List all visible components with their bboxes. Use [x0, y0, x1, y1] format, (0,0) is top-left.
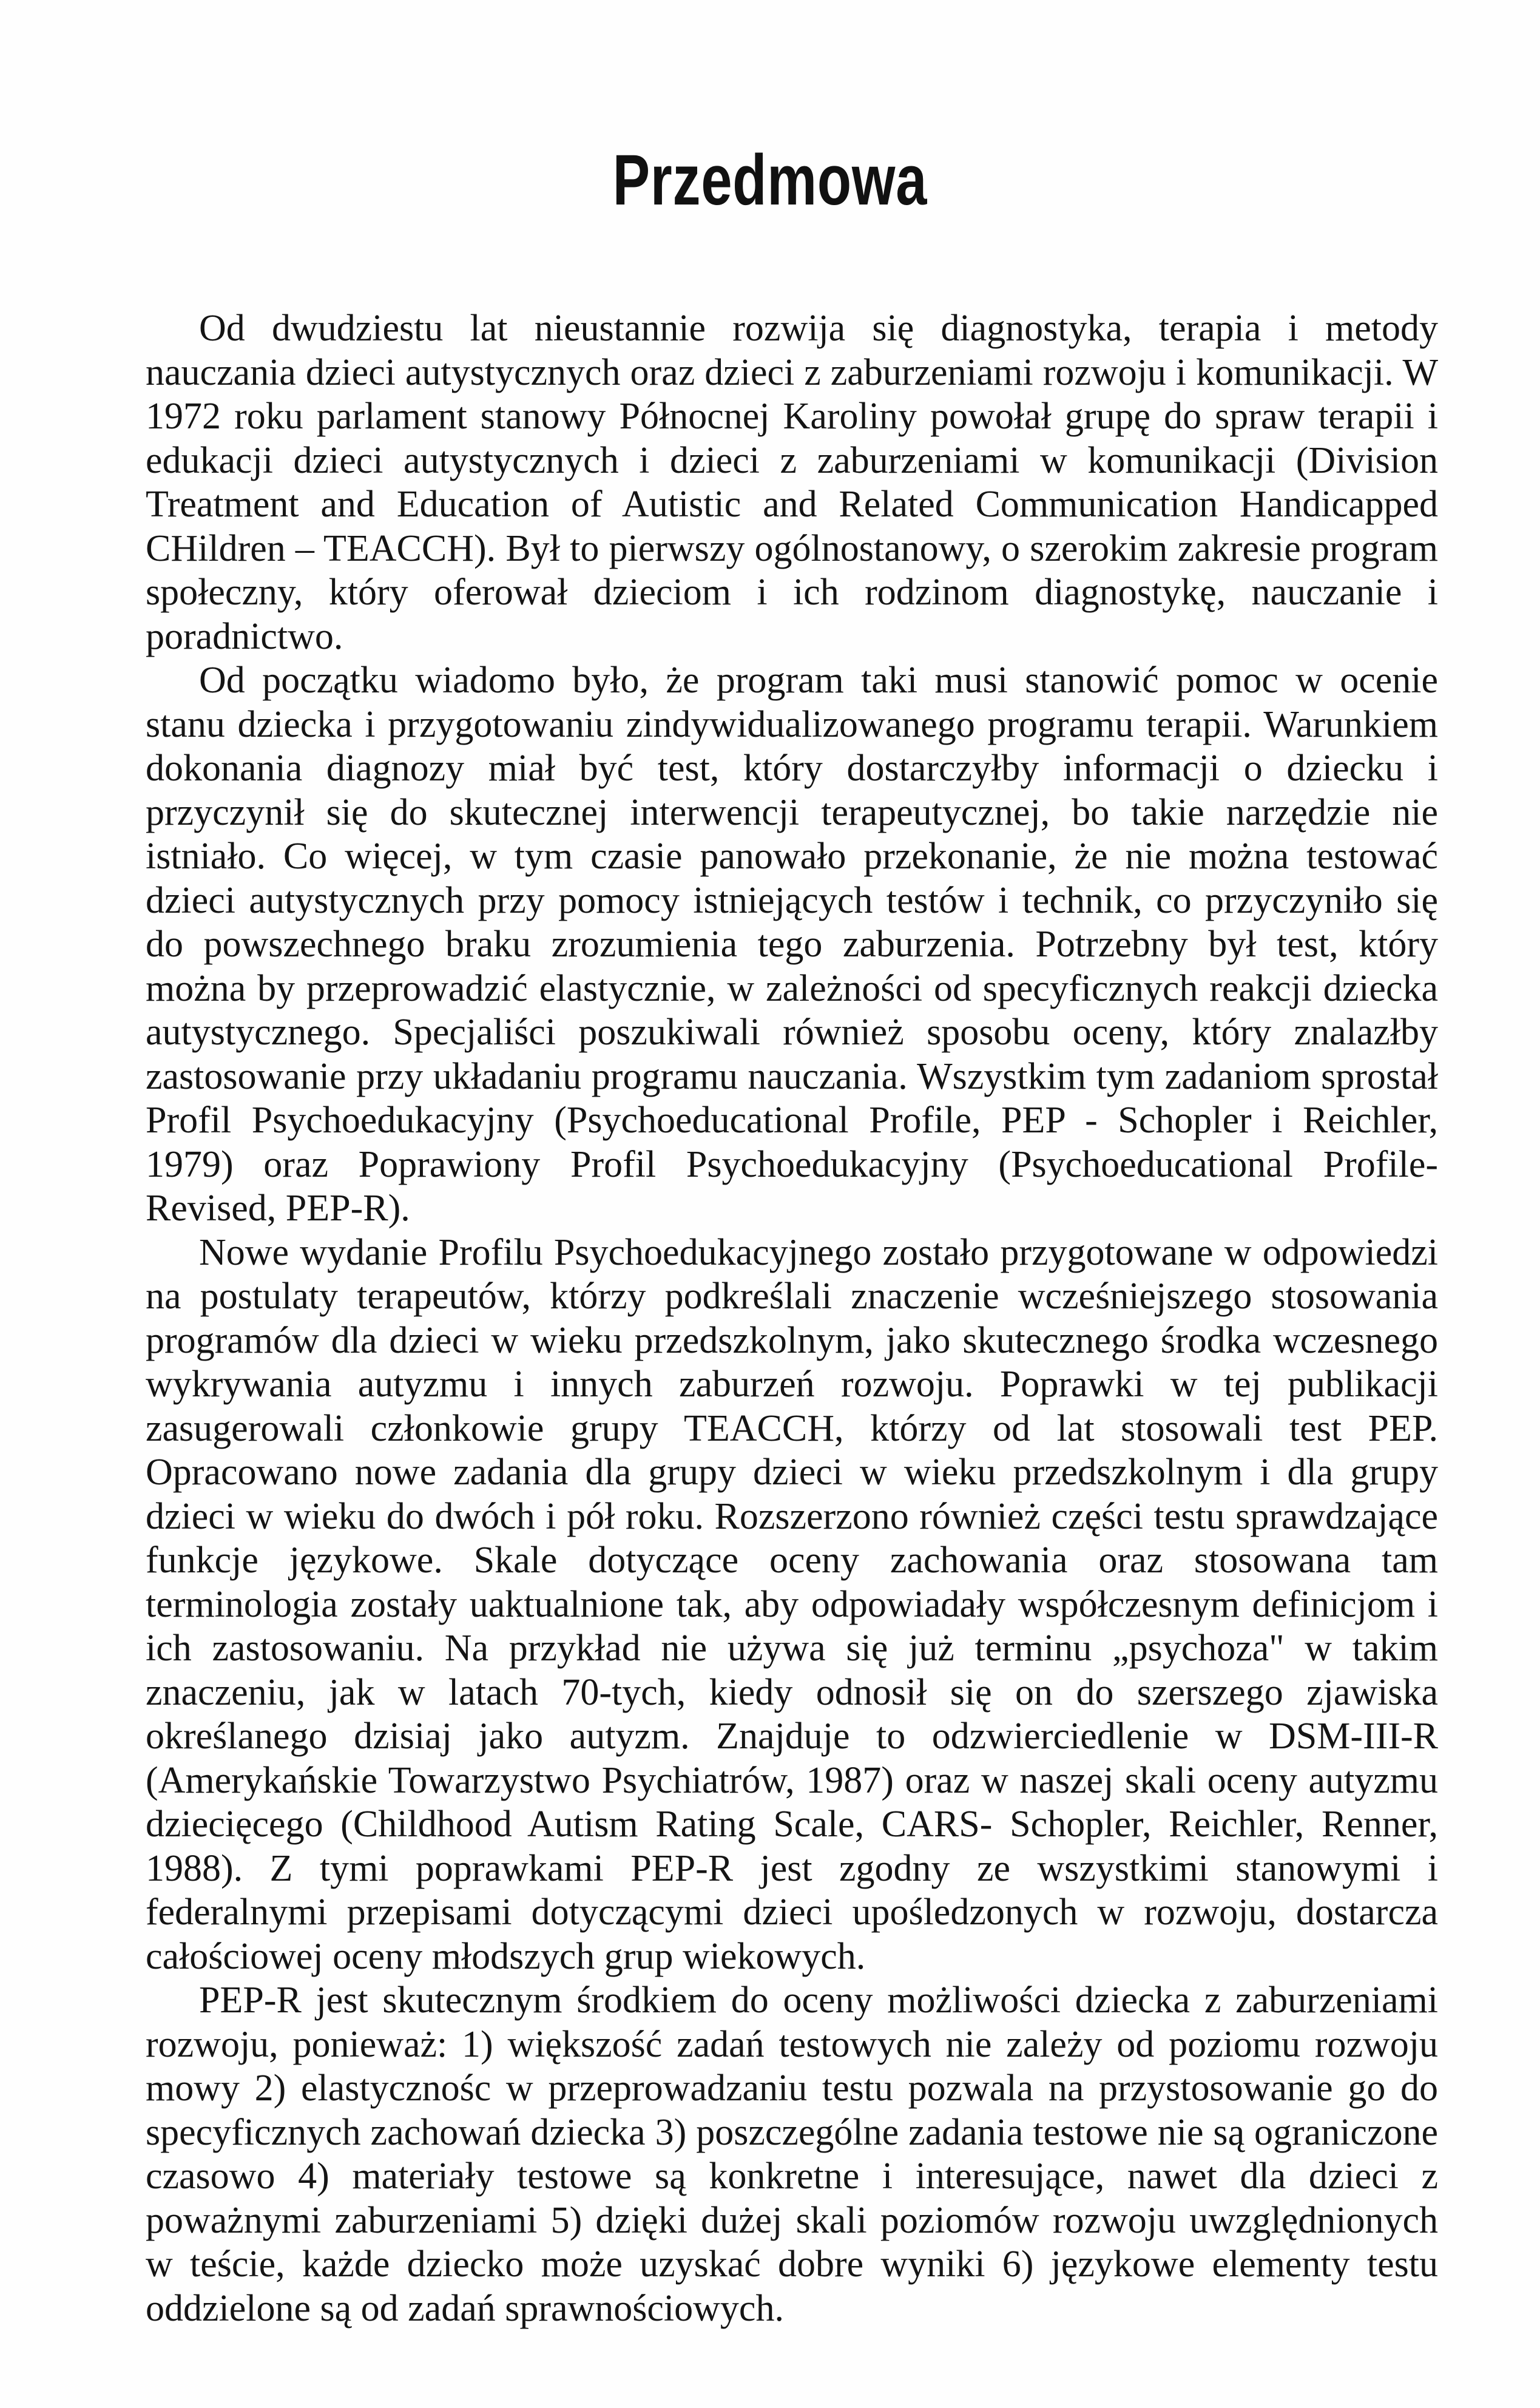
paragraph-2: Od początku wiadomo było, że program taki musi stanowić pomoc w ocenie stanu dziecka i przygotowaniu zindywidualizowanego programu terapii. Warunkiem dokonania diagnozy miał być test, który dostarczyłby informacji o dziecku i przyczynił się do skutecznej interwencji terapeutycznej, bo takie narzędzie nie istniało. Co więcej, w tym czasie panowało przekonanie, że nie można testować dzieci autystycznych przy pomocy istniejących testów i technik, co przyczyniło się do powszechnego braku zrozumienia tego zaburzenia. Potrzebny był test, który można by przeprowadzić elastycznie, w zależności od specyficznych reakcji dziecka autystycznego. Specjaliści poszukiwali również sposobu oceny, który znalazłby zastosowanie przy układaniu programu nauczania. Wszystkim tym zadaniom sprostał Profil Psychoedukacyjny (Psychoeducational Profile, PEP - Schopler i Reichler, 1979) oraz Poprawiony Profil Psychoedukacyjny (Psychoeducational Profile-Revised, PEP-R). [146, 660, 1438, 1229]
paragraph-4: PEP-R jest skutecznym środkiem do oceny możliwości dziecka z zaburzeniami rozwoju, ponieważ: 1) większość zadań testowych nie zależy od poziomu rozwoju mowy 2) elastycznośc w przeprowadzaniu testu pozwala na przystosowanie go do specyficznych zachowań dziecka 3) poszczególne zadania testowe nie są ograniczone czasowo 4) materiały testowe są konkretne i interesujące, nawet dla dzieci z poważnymi zaburzeniami 5) dzięki dużej skali poziomów rozwoju uwzględnionych w teście, każde dziecko może uzyskać dobre wyniki 6) językowe elementy testu oddzielone są od zadań sprawnościowych. [146, 1980, 1438, 2329]
body-text [146, 306, 1438, 2330]
paragraph-1: Od dwudziestu lat nieustannie rozwija się diagnostyka, terapia i metody nauczania dzieci autystycznych oraz dzieci z zaburzeniami rozwoju i komunikacji. W 1972 roku parlament stanowy Północnej Karoliny powołał grupę do spraw terapii i edukacji dzieci autystycznych i dzieci z zaburzeniami w komunikacji (Division Treatment and Education of Autistic and Related Communication Handicapped CHildren – TEACCH). Był to pierwszy ogólnostanowy, o szerokim zakresie program społeczny, który oferował dzieciom i ich rodzinom diagnostykę, nauczanie i poradnictwo. [146, 308, 1438, 657]
paragraph-3: Nowe wydanie Profilu Psychoedukacyjnego zostało przygotowane w odpowiedzi na postulaty terapeutów, którzy podkreślali znaczenie wcześniejszego stosowania programów dla dzieci w wieku przedszkolnym, jako skutecznego środka wczesnego wykrywania autyzmu i innych zaburzeń rozwoju. Poprawki w tej publikacji zasugerowali członkowie grupy TEACCH, którzy od lat stosowali test PEP. Opracowano nowe zadania dla grupy dzieci w wieku przedszkolnym i dla grupy dzieci w wieku do dwóch i pół roku. Rozszerzono również części testu sprawdzające funkcje językowe. Skale dotyczące oceny zachowania oraz stosowana tam terminologia zostały uaktualnione tak, aby odpowiadały współczesnym definicjom i ich zastosowaniu. Na przykład nie używa się już terminu „psychoza" w takim znaczeniu, jak w latach 70-tych, kiedy odnosił się on do szerszego zjawiska określanego dzisiaj jako autyzm. Znajduje to odzwierciedlenie w DSM-III-R (Amerykańskie Towarzystwo Psychiatrów, 1987) oraz w naszej skali oceny autyzmu dziecięcego (Childhood Autism Rating Scale, CARS- Schopler, Reichler, Renner, 1988). Z tymi poprawkami PEP-R jest zgodny ze wszystkimi stanowymi i federalnymi przepisami dotyczącymi dzieci upośledzonych w rozwoju, dostarcza całościowej oceny młodszych grup wiekowych. [146, 1231, 1438, 1977]
page-title: Przedmowa [612, 140, 928, 220]
